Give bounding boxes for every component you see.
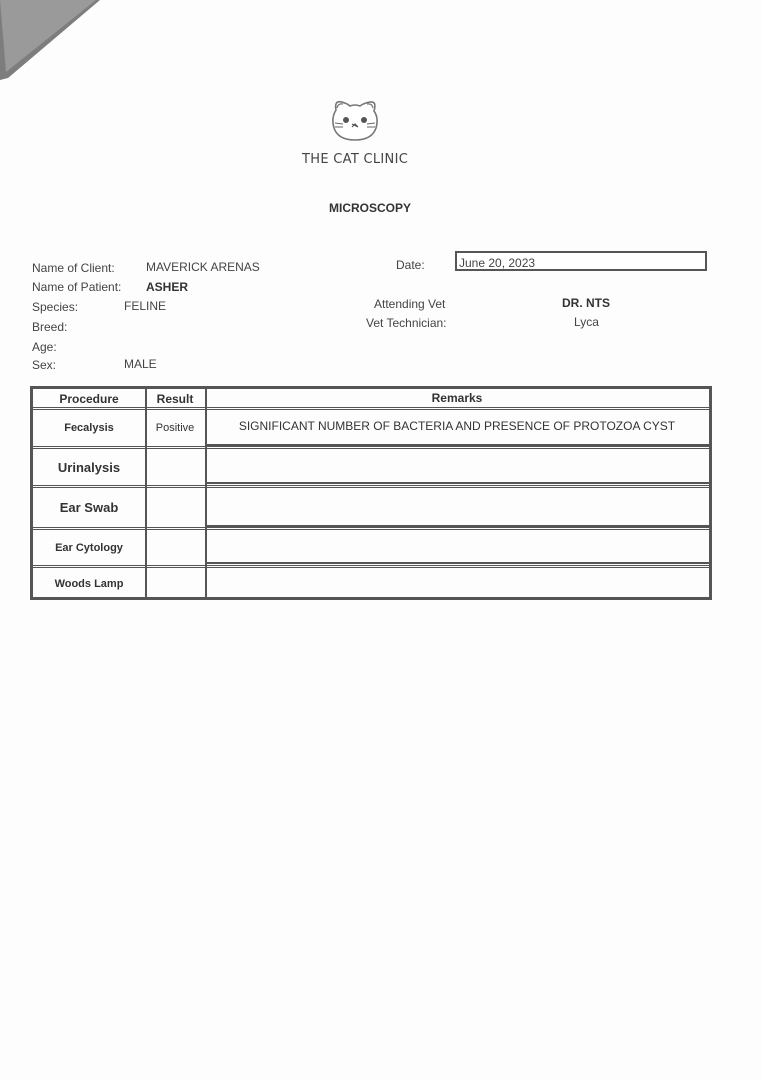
header-remarks: Remarks [431,390,483,405]
table-row-remarks: SIGNIFICANT NUMBER OF BACTERIA AND PRESENCE OF PROTOZOA CYST [238,419,676,433]
attending-vet-value: DR. NTS [562,296,610,310]
table-row-result [145,488,205,527]
sex-value: MALE [124,357,157,371]
table-row-remarks [205,528,709,562]
table-row-remarks [205,485,709,525]
patient-value: ASHER [146,280,189,294]
vet-technician-label: Vet Technician: [366,316,447,330]
breed-label: Breed: [32,320,68,334]
vet-technician-value: Lyca [574,315,599,329]
species-label: Species: [32,300,79,314]
date-field [455,251,707,271]
table-row-procedure: Woods Lamp [54,578,124,590]
table-row-procedure: Urinalysis [57,459,121,475]
table-row-result [145,530,205,565]
procedures-table [30,386,712,600]
sex-label: Sex: [32,358,57,372]
table-row-remarks [205,447,709,482]
table-row-procedure: Ear Swab [59,500,119,515]
header-result: Result [156,391,194,406]
patient-label: Name of Patient: [32,280,122,294]
age-label: Age: [32,340,57,354]
table-row-result: Positive [155,422,195,434]
date-value: June 20, 2023 [459,256,536,270]
folded-corner [0,0,110,90]
table-row-result [145,568,205,600]
report-title: MICROSCOPY [329,201,412,215]
table-row-procedure: Fecalysis [64,422,114,434]
client-value: MAVERICK ARENAS [146,260,260,274]
date-label: Date: [396,258,425,272]
clinic-name: THE CAT CLINIC [302,152,409,167]
client-label: Name of Client: [32,261,115,275]
table-row-result [145,449,205,485]
species-value: FELINE [124,299,167,313]
cat-face-icon [328,96,382,149]
attending-vet-label: Attending Vet [374,297,446,311]
header-procedure: Procedure [59,391,119,406]
table-row-remarks [205,566,709,600]
table-row-procedure: Ear Cytology [55,541,123,554]
